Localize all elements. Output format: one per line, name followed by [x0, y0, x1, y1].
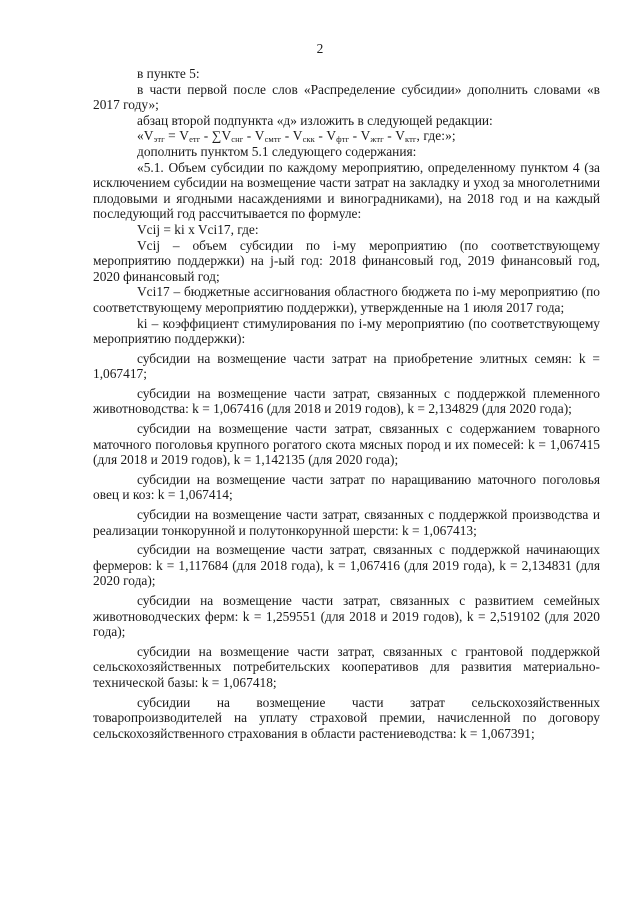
paragraph: абзац второй подпункта «д» изложить в следующей редакции: — [137, 112, 493, 128]
paragraph: субсидии на возмещение части затрат, связанных с развитием семейных животноводческих ферм: k = 1,259551 (для 2018 и 2019 годов), k = 2,519102 (для 2020 года); — [93, 593, 600, 640]
paragraph: субсидии на возмещение части затрат, связанных с поддержкой племенного животноводства: k = 1,067416 (для 2018 и 2019 годов), k = 2,134829 (для 2020 года); — [93, 385, 600, 417]
document-body — [93, 66, 600, 741]
paragraph: субсидии на возмещение части затрат по наращиванию маточного поголовья овец и коз: k = 1,067414; — [93, 471, 600, 503]
paragraph: Vcij – объем субсидии по i-му мероприятию (по соответствующему мероприятию поддержки) на j-ый год: 2018 финансовый год, 2019 финансовый год, 2020 финансовый год; — [93, 237, 600, 284]
paragraph: ki – коэффициент стимулирования по i-му мероприятию (по соответствующему мероприятию поддержки): — [93, 315, 600, 347]
paragraph: субсидии на возмещение части затрат, связанных с поддержкой производства и реализации тонкорунной и полутонкорунной шерсти: k = 1,067413; — [93, 507, 600, 538]
page-number: 2 — [316, 41, 324, 56]
paragraph: в части первой после слов «Распределение субсидии» дополнить словами «в 2017 году»; — [93, 81, 600, 113]
paragraph: субсидии на возмещение части затрат сельскохозяйственных товаропроизводителей на уплату страховой премии, начисленной по договору сельскохозяйственного страхования в области растениеводства: k = 1,067391; — [93, 694, 600, 741]
paragraph: субсидии на возмещение части затрат, связанных с поддержкой начинающих фермеров: k = 1,117684 (для 2018 года), k = 1,067416 (для 2019 года), k = 2,134831 (для 2020 года); — [93, 542, 600, 589]
paragraph: «5.1. Объем субсидии по каждому мероприятию, определенному пунктом 4 (за исключением субсидии на возмещение части затрат на закладку и уход за многолетними плодовыми и ягодными насаждениями и виноградниками), на 2018 год и на каждый последующий год рассчитывается по формуле: — [93, 159, 600, 222]
paragraph: Vci17 – бюджетные ассигнования областного бюджета по i-му мероприятию (по соответствующему мероприятию поддержки), утвержденные на 1 июля 2017 года; — [93, 284, 600, 315]
paragraph: субсидии на возмещение части затрат на приобретение элитных семян: k = 1,067417; — [93, 350, 600, 382]
formula-line: «$V_{этг} = V_{етг} - \sum V_{снг} - V_{смтг} - V_{скк} - V_{фтг} - V_{жтг} - V_{ктг}$, где:»; — [137, 128, 456, 145]
paragraph: в пункте 5: — [137, 66, 200, 81]
paragraph: дополнить пунктом 5.1 следующего содержания: — [137, 143, 417, 159]
paragraph: Vcij = ki x Vci17, где: — [137, 221, 259, 237]
paragraph: субсидии на возмещение части затрат, связанных с грантовой поддержкой сельскохозяйственных потребительских кооперативов для развития материально-технической базы: k = 1,067418; — [93, 643, 600, 690]
paragraph: субсидии на возмещение части затрат, связанных с содержанием товарного маточного поголовья крупного рогатого скота мясных пород и их помесей: k = 1,067415 (для 2018 и 2019 годов), k = 1,142135 (для 2020 года); — [93, 421, 600, 468]
